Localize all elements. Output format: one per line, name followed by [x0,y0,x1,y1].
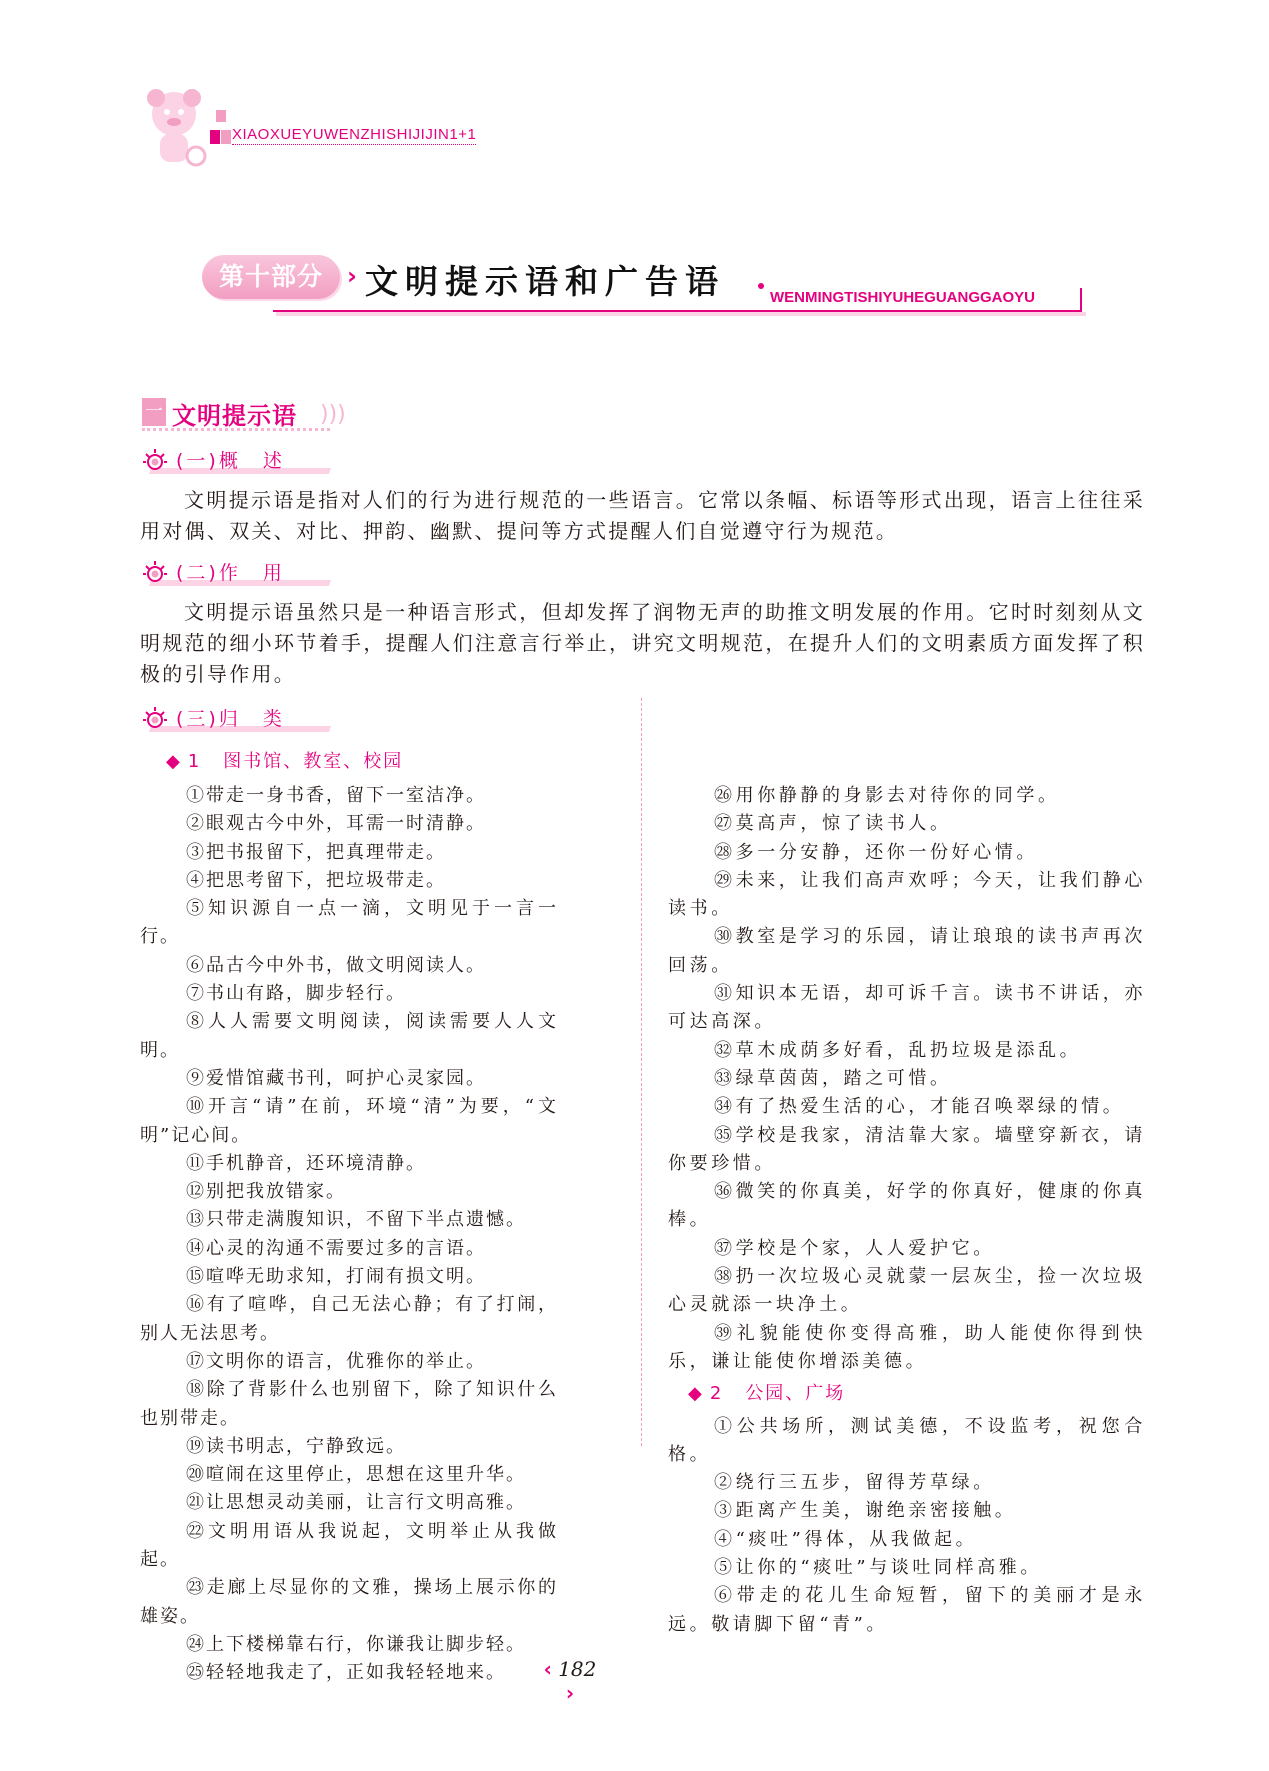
list-item: ㉛知识本无语，却可诉千言。读书不讲话，亦可达高深。 [668,983,1146,1033]
chevron-right-icon: › [565,1681,575,1705]
section-title: 文明提示语 [172,401,297,430]
right-column-list [668,782,1146,1639]
list-item: ④“痰吐”得体，从我做起。 [714,1528,978,1550]
list-item: ③把书报留下，把真理带走。 [186,841,446,863]
overview-paragraph: 文明提示语是指对人们的行为进行规范的一些语言。它常以条幅、标语等形式出现，语言上往往采用对偶、双关、对比、押韵、幽默、提问等方式提醒人们自觉遵守行为规范。 [140,488,1145,543]
diamond-icon: ◆ [166,751,182,772]
left-column-list [140,782,558,1688]
list-item: ㉔上下楼梯靠右行，你谦我让脚步轻。 [186,1633,526,1655]
list-item: ㉙未来，让我们高声欢呼；今天，让我们静心读书。 [668,869,1146,920]
list-item: ⑧人人需要文明阅读，阅读需要人人文明。 [140,1011,558,1061]
list-item: ①公共场所，测试美德，不设监考，祝您合格。 [668,1415,1146,1465]
subheading-overview [142,446,285,473]
list-item: ⑰文明你的语言，优雅你的举止。 [186,1350,486,1372]
list-item: ⑩开言“请”在前，环境“清”为要，“文明”记心间。 [140,1096,558,1146]
subheading-function [142,558,285,585]
list-item: ⑥品古今中外书，做文明阅读人。 [186,954,486,976]
list-item: ㊳扔一次垃圾心灵就蒙一层灰尘，捡一次垃圾心灵就添一块净土。 [668,1266,1146,1316]
list-item: ⑤知识源自一点一滴，文明见于一言一行。 [140,898,558,948]
part-badge: 第十部分 [202,255,340,299]
running-head: XIAOXUEYUWENZHISHIJIJIN1+1 [232,126,477,143]
list-item: ㉒文明用语从我说起，文明举止从我做起。 [140,1520,558,1571]
subheading-label: (一)概 述 [176,450,285,472]
list-item: ①带走一身书香，留下一室洁净。 [186,785,486,806]
part-title: 文明提示语和广告语 [365,262,725,301]
function-paragraph: 文明提示语虽然只是一种语言形式，但却发挥了润物无声的助推文明发展的作用。它时时刻刻从文明规范的细小环节着手，提醒人们注意言行举止，讲究文明规范，在提升人们的文明素质方面发挥了积极的引导作用。 [140,600,1145,686]
list-item: ⑥带走的花儿生命短暂，留下的美丽才是永远。敬请脚下留“青”。 [668,1585,1146,1635]
section-number: 一 [142,398,166,426]
sun-icon [142,559,168,585]
list-item: ㉟学校是我家，清洁靠大家。墙壁穿新衣，请你要珍惜。 [668,1124,1146,1174]
subheading-categories [142,704,285,731]
list-item: ㊴礼貌能使你变得高雅，助人能使你得到快乐，谦让能使你增添美德。 [668,1322,1146,1372]
list-item: ⑮喧哗无助求知，打闹有损文明。 [186,1266,486,1288]
list-item: ㉞有了热爱生活的心，才能召唤翠绿的情。 [714,1096,1125,1118]
list-item: ㉜草木成荫多好看，乱扔垃圾是添乱。 [714,1039,1082,1061]
list-item: ③距离产生美，谢绝亲密接触。 [714,1500,1017,1522]
list-item: ㉘多一分安静，还你一份好心情。 [714,841,1038,863]
subheading-label: (二)作 用 [176,562,285,584]
mascot-illustration [140,86,218,170]
list-item: ⑱除了背影什么也别留下，除了知识什么也别带走。 [140,1379,558,1429]
list-item: ④把思考留下，把垃圾带走。 [186,869,446,891]
section-underline [142,428,330,431]
list-item: ㊱微笑的你真美，好学的你真好，健康的你真棒。 [668,1181,1146,1231]
diamond-icon: ◆ [688,1383,704,1405]
list-item: ㉕轻轻地我走了，正如我轻轻地来。 [186,1662,506,1684]
list-item: ㊲学校是个家，人人爱护它。 [714,1237,995,1259]
category-heading-park: ◆ 2 公园、广场 [688,1383,846,1405]
list-item: ㉚教室是学习的乐园，请让琅琅的读书声再次回荡。 [668,926,1146,976]
column-divider [641,698,642,1446]
category-heading-library: ◆ 1 图书馆、教室、校园 [166,751,404,772]
list-item: ⑳喧闹在这里停止，思想在这里升华。 [186,1464,526,1486]
list-item: ⑬只带走满腹知识，不留下半点遗憾。 [186,1209,526,1231]
list-item: ⑨爱惜馆藏书刊，呵护心灵家园。 [186,1067,486,1089]
subheading-label: (三)归 类 [176,708,285,730]
chevron-right-icon: › [347,262,357,290]
list-item: ⑤让你的“痰吐”与谈吐同样高雅。 [714,1557,1043,1579]
list-item: ②绕行三五步，留得芳草绿。 [714,1472,995,1494]
list-item: ②眼观古今中外，耳需一时清静。 [186,813,486,835]
list-item: ㉖用你静静的身影去对待你的同学。 [714,785,1060,806]
letter-blocks-icon [210,108,232,148]
list-item: ⑲读书明志，宁静致远。 [186,1435,406,1457]
sun-icon [142,705,168,731]
list-item: ⑫别把我放错家。 [186,1181,346,1203]
title-dot [758,283,764,289]
chevron-left-icon: ‹ [543,1657,552,1681]
page-number: ‹ 182 › [543,1657,597,1705]
title-underline-shadow [276,312,1086,316]
list-item: ⑭心灵的沟通不需要过多的言语。 [186,1237,486,1259]
signal-wave-icon: ))) [320,402,346,427]
list-item: ⑯有了喧哗，自己无法心静；有了打闹，别人无法思考。 [140,1294,558,1344]
sun-icon [142,447,168,473]
list-item: ㉝绿草茵茵，踏之可惜。 [714,1067,952,1089]
part-pinyin: WENMINGTISHIYUHEGUANGGAOYU [770,289,1036,306]
list-item: ㉑让思想灵动美丽，让言行文明高雅。 [186,1492,526,1514]
list-item: ⑪手机静音，还环境清静。 [186,1152,426,1174]
list-item: ㉓走廊上尽显你的文雅，操场上展示你的雄姿。 [140,1577,558,1627]
list-item: ⑦书山有路，脚步轻行。 [186,983,406,1005]
list-item: ㉗莫高声，惊了读书人。 [714,813,952,835]
